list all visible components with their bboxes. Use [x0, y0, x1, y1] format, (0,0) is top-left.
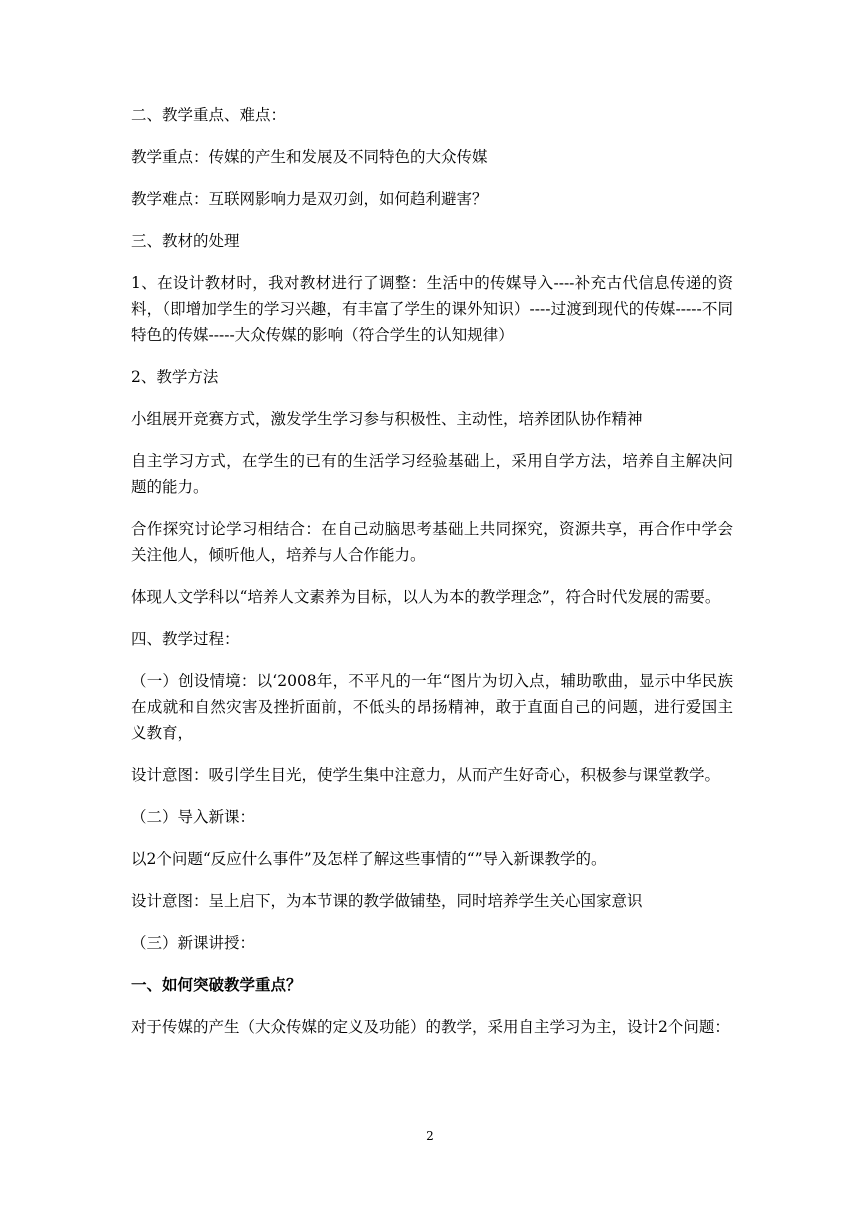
paragraph-humanities-goal: 体现人文学科以“培养人文素养为目标，以人为本的教学理念”，符合时代发展的需要。 — [131, 588, 721, 606]
heading-teaching-process: 四、教学过程： — [131, 630, 240, 648]
paragraph-media-origin: 对于传媒的产生（大众传媒的定义及功能）的教学，采用自主学习为主，设计2个问题： — [131, 1018, 730, 1036]
paragraph-design-intent-1: 设计意图：吸引学生目光，使学生集中注意力，从而产生好奇心，积极参与课堂教学。 — [131, 766, 721, 784]
heading-material-handling: 三、教材的处理 — [131, 232, 240, 250]
heading-teaching-methods: 2、教学方法 — [131, 368, 219, 386]
document-body — [131, 102, 733, 1056]
paragraph-teaching-difficulty: 教学难点：互联网影响力是双刃剑，如何趋利避害？ — [131, 190, 488, 208]
heading-introduce-lesson: （二）导入新课： — [131, 808, 256, 826]
paragraph-teaching-focus: 教学重点：传媒的产生和发展及不同特色的大众传媒 — [131, 148, 488, 166]
paragraph-self-study: 自主学习方式，在学生的已有的生活学习经验基础上，采用自学方法，培养自主解决问题的能力。 — [131, 452, 733, 496]
paragraph-two-questions: 以2个问题“反应什么事件”及怎样了解这些事情的“”导入新课教学的。 — [131, 850, 607, 868]
heading-breakthrough-focus: 一、如何突破教学重点？ — [131, 975, 302, 994]
paragraph-cooperative-inquiry: 合作探究讨论学习相结合：在自己动脑思考基础上共同探究，资源共享，再合作中学会关注他人，倾听他人，培养与人合作能力。 — [131, 520, 733, 564]
heading-new-lesson: （三）新课讲授： — [131, 934, 256, 952]
heading-key-points: 二、教学重点、难点： — [131, 106, 287, 124]
paragraph-group-competition: 小组展开竞赛方式，激发学生学习参与积极性、主动性，培养团队协作精神 — [131, 410, 643, 428]
paragraph-create-scenario: （一）创设情境：以‘2008年，不平凡的一年“图片为切入点，辅助歌曲，显示中华民族在成就和自然灾害及挫折面前，不低头的昂扬精神，敢于直面自己的问题，进行爱国主义教育， — [131, 672, 733, 742]
page-number: 2 — [426, 1129, 434, 1143]
paragraph-design-intent-2: 设计意图：呈上启下，为本节课的教学做铺垫，同时培养学生关心国家意识 — [131, 892, 643, 910]
paragraph-material-adjustment: 1、在设计教材时，我对教材进行了调整：生活中的传媒导入----补充古代信息传递的资料，（即增加学生的学习兴趣，有丰富了学生的课外知识）----过渡到现代的传媒-----不同特色的传媒-----大众传媒的影响（符合学生的认知规律） — [131, 274, 733, 344]
